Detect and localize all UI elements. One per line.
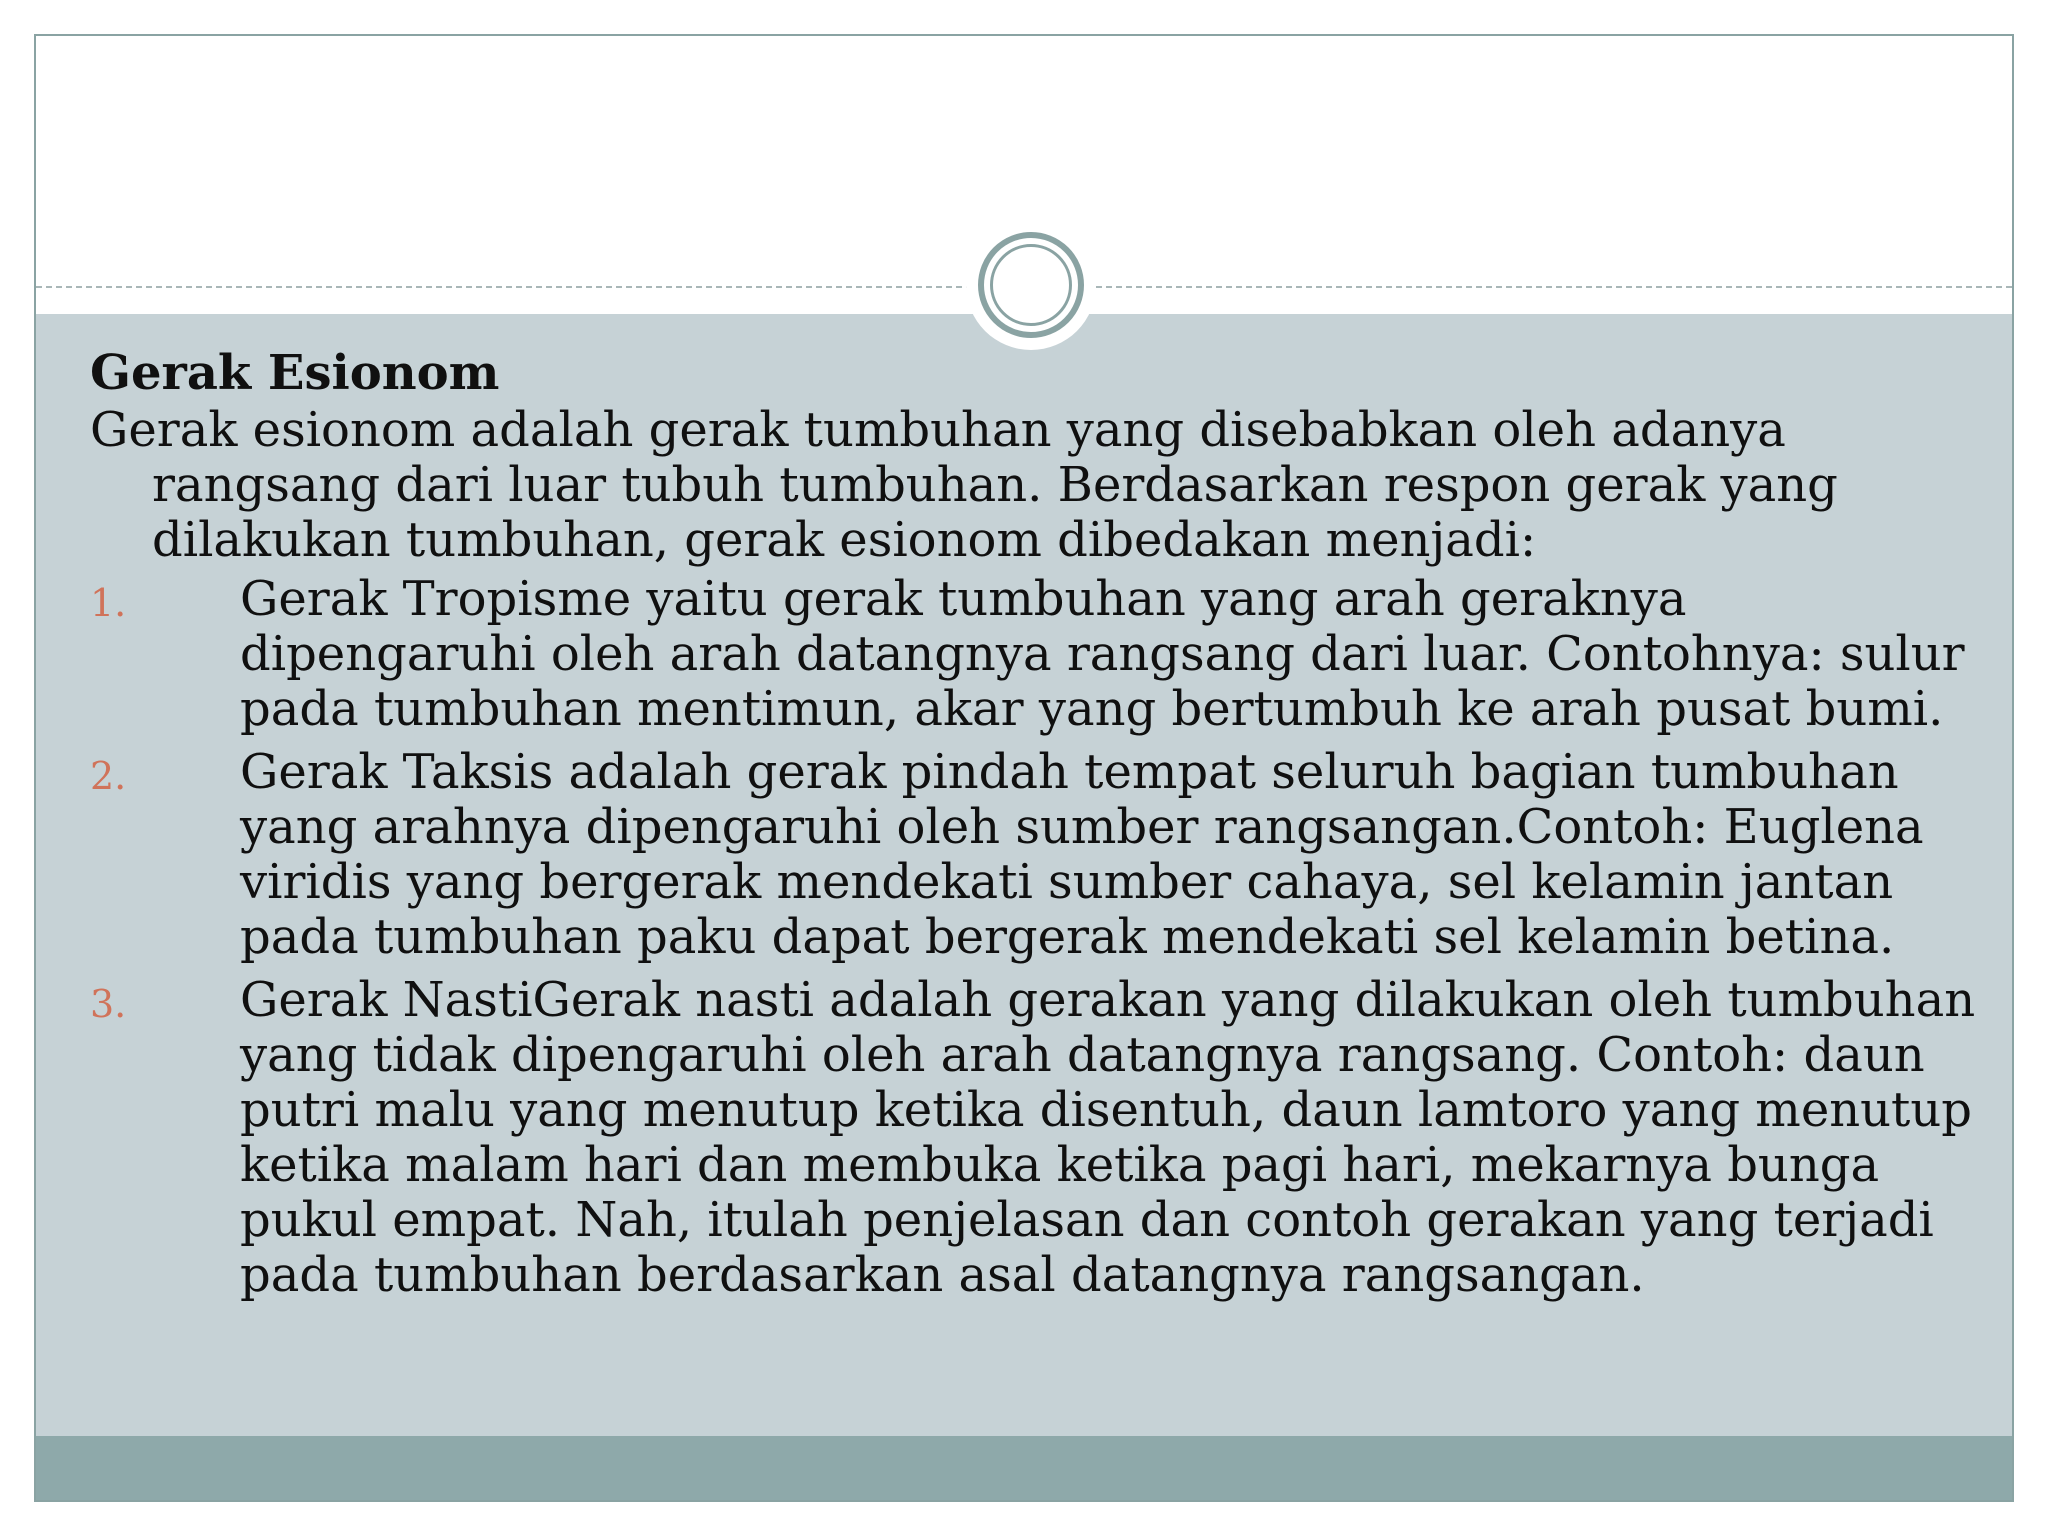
list-item bbox=[90, 973, 1990, 1303]
list-number: 1. bbox=[90, 581, 127, 625]
slide-heading: Gerak Esionom bbox=[90, 345, 500, 401]
list-item-text: Gerak NastiGerak nasti adalah gerakan yang dilakukan oleh tumbuhan yang tidak dipengaruhi oleh arah datangnya rangsang. Contoh: daun putri malu yang menutup ketika disentuh, daun lamtoro yang menutup ketika malam hari dan membuka ketika pagi hari, mekarnya bunga pukul empat. Nah, itulah penjelasan dan contoh gerakan yang terjadi pada tumbuhan berdasarkan asal datangnya rangsangan. bbox=[240, 972, 1976, 1303]
slide-frame bbox=[34, 34, 2014, 1502]
circle-ornament-inner bbox=[990, 244, 1072, 326]
list-item bbox=[90, 572, 1990, 737]
list-item bbox=[90, 745, 1990, 965]
slide-body bbox=[90, 346, 1990, 1311]
list-item-text: Gerak Taksis adalah gerak pindah tempat seluruh bagian tumbuhan yang arahnya dipengaruhi oleh sumber rangsangan.Contoh: Euglena viridis yang bergerak mendekati sumber cahaya, sel kelamin jantan pada tumbuhan paku dapat bergerak mendekati sel kelamin betina. bbox=[240, 744, 1924, 965]
list-number: 3. bbox=[90, 982, 127, 1026]
list-item-text: Gerak Tropisme yaitu gerak tumbuhan yang arah geraknya dipengaruhi oleh arah datangnya rangsang dari luar. Contohnya: sulur pada tumbuhan mentimun, akar yang bertumbuh ke arah pusat bumi. bbox=[240, 571, 1965, 737]
intro-paragraph: Gerak esionom adalah gerak tumbuhan yang disebabkan oleh adanya rangsang dari luar tubuh tumbuhan. Berdasarkan respon gerak yang dilakukan tumbuhan, gerak esionom dibedakan menjadi: bbox=[90, 402, 1838, 568]
footer-band bbox=[36, 1436, 2012, 1502]
list-number: 2. bbox=[90, 754, 127, 798]
